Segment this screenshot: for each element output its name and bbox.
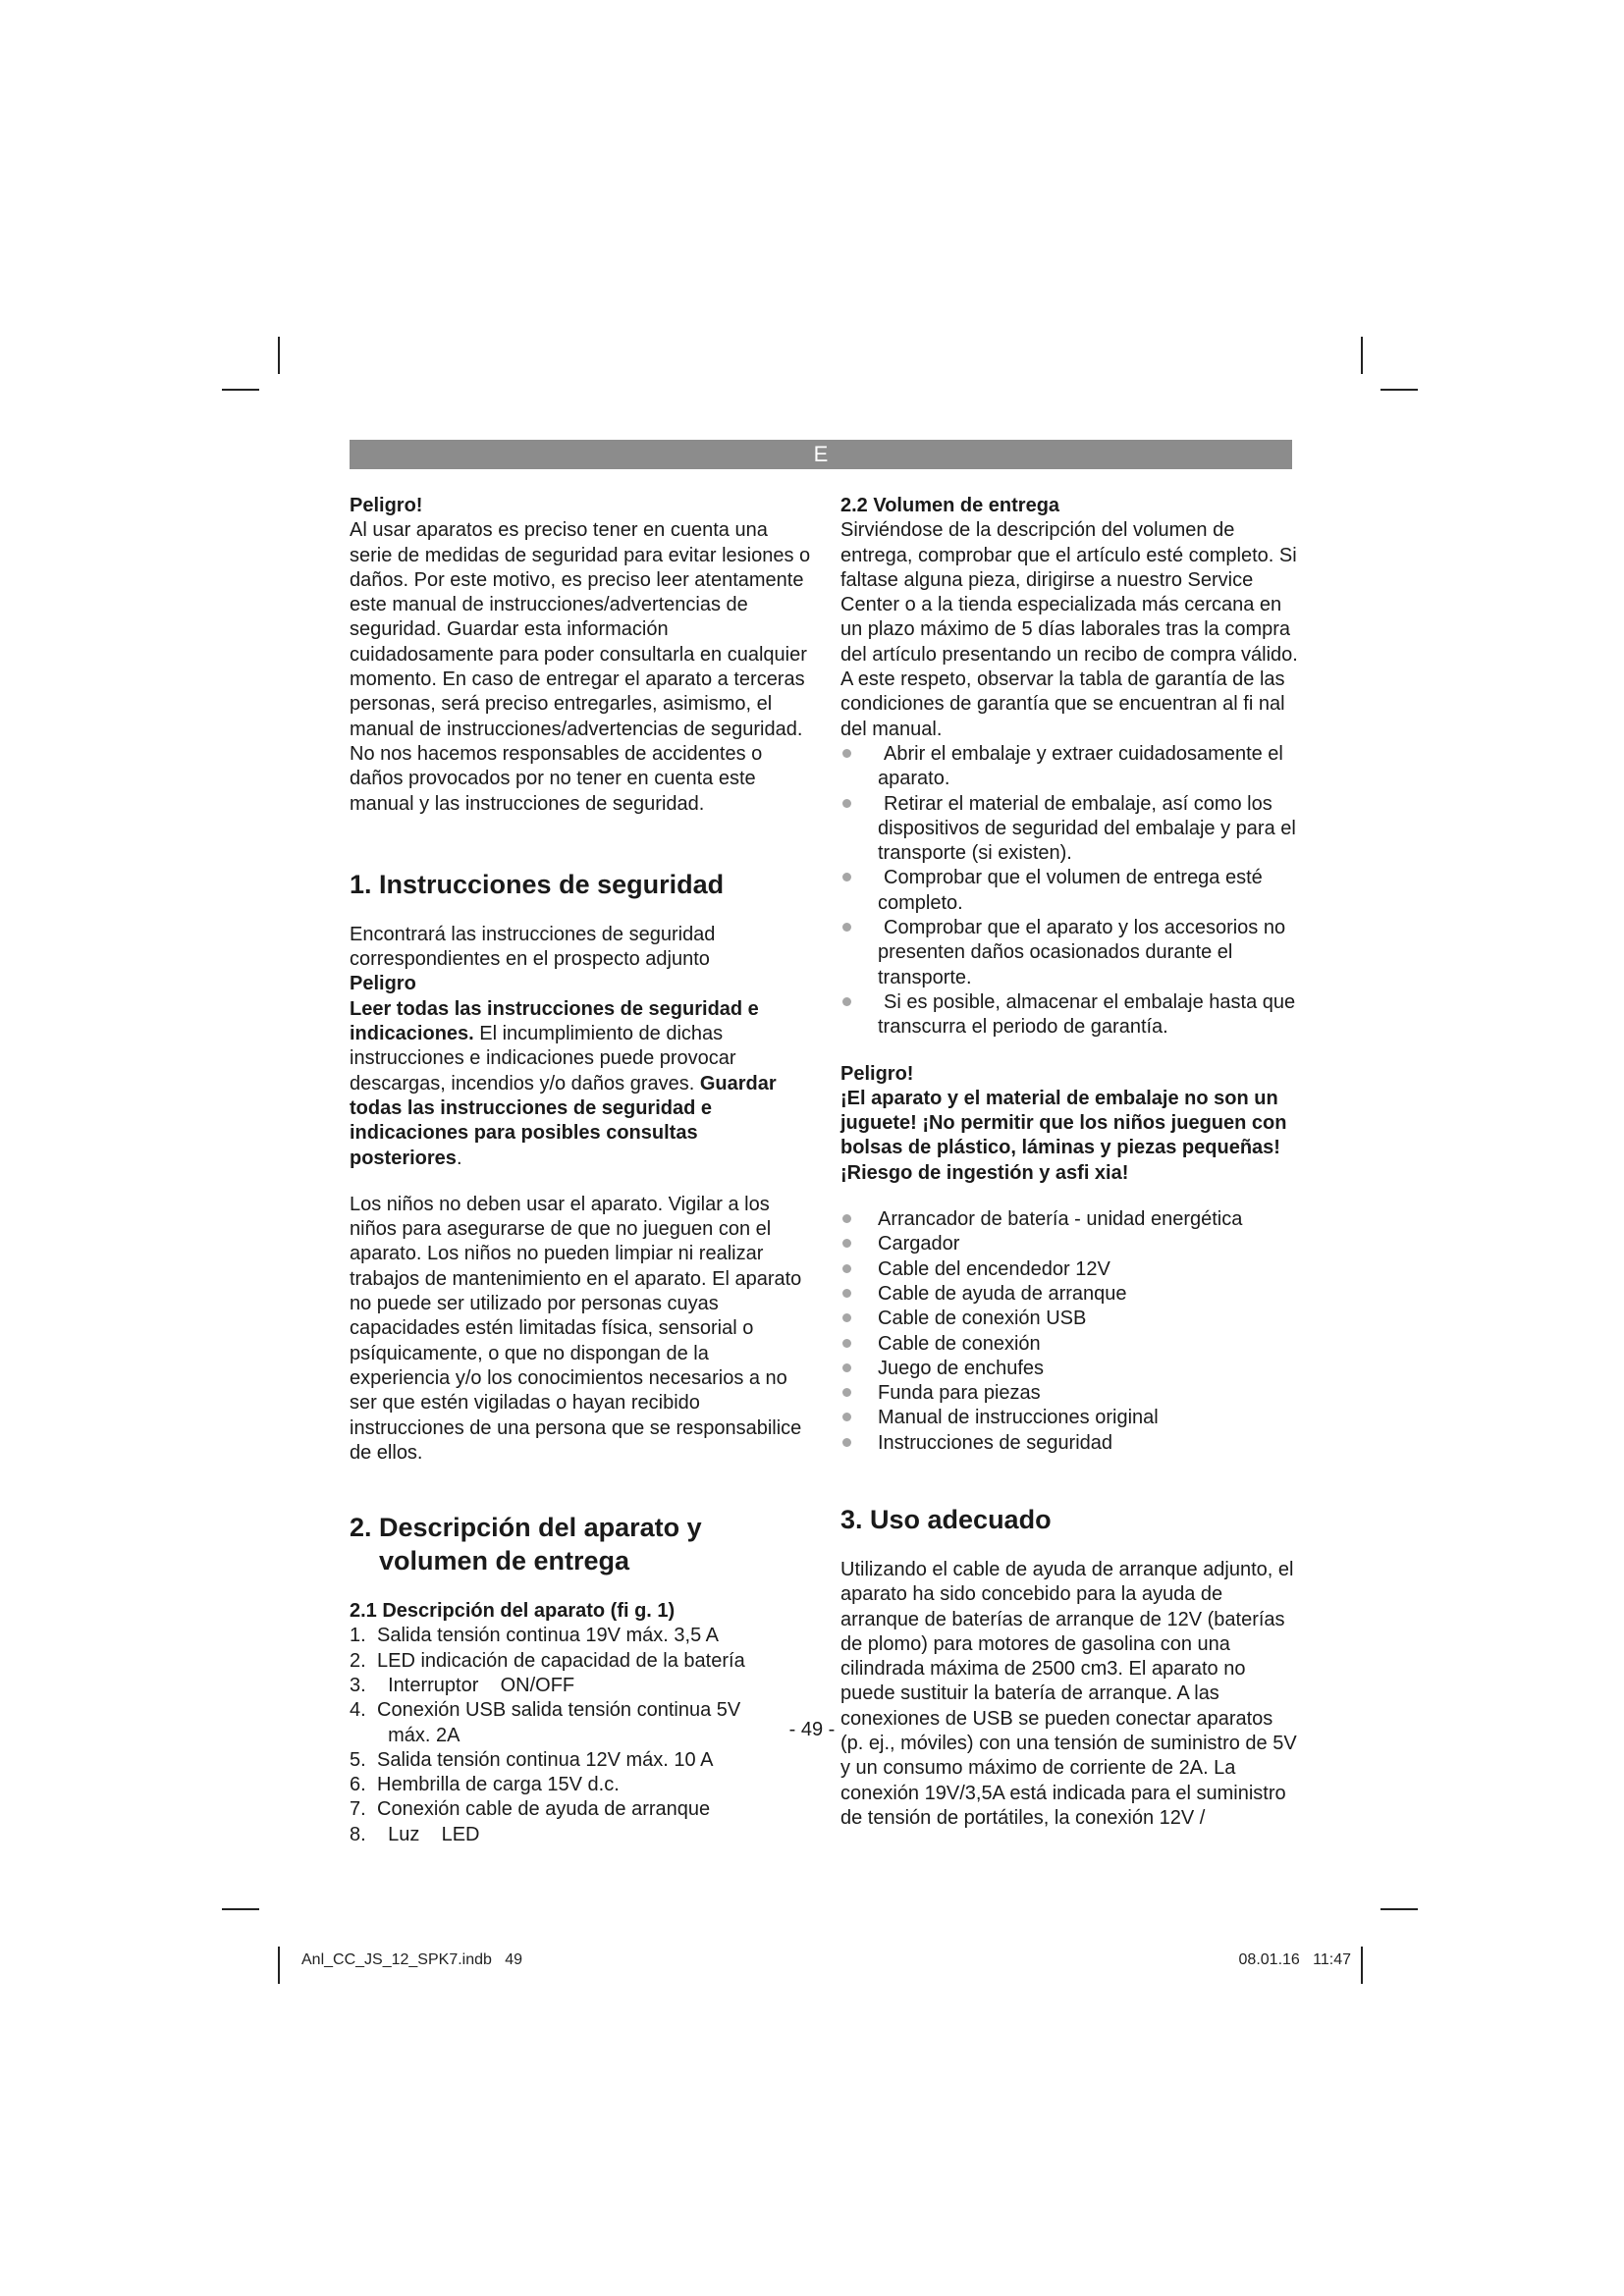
section-2-title-line1: 2. Descripción del aparato y — [350, 1513, 702, 1543]
list-item: 3. Interruptor ON/OFF — [350, 1674, 575, 1696]
list-item: 4. Conexión USB salida tensión continua 5V — [350, 1699, 741, 1722]
list-item: Comprobar que el aparato y los accesorios no presenten daños ocasionados durante el transporte. — [840, 916, 1298, 990]
bullet-icon — [842, 1339, 851, 1348]
section-1-title: 1. Instrucciones de seguridad — [350, 869, 725, 899]
list-item: Funda para piezas — [840, 1381, 1298, 1406]
list-item: Juego de enchufes — [840, 1357, 1298, 1381]
delivery-scope-text: Sirviéndose de la descripción del volumen de entrega, comprobar que el artículo esté completo. Si faltase alguna pieza, dirigirse a nuestro Service Center o a la tienda especializada más cercana en un plazo máximo de 5 días laborales tras la compra del artículo presentando un recibo de compra válido. A este respeto, observar la tabla de garantía de las condiciones de garantía que se encuentran al fi nal del manual. — [840, 519, 1298, 740]
list-item: Abrir el embalaje y extraer cuidadosamente el aparato. — [840, 742, 1298, 792]
section-3-title: 3. Uso adecuado — [840, 1504, 1052, 1534]
list-item: 8. Luz LED — [350, 1823, 480, 1845]
list-item: Cable de conexión — [840, 1332, 1298, 1357]
list-item: Comprobar que el volumen de entrega esté completo. — [840, 866, 1298, 916]
list-item: Cargador — [840, 1232, 1298, 1256]
bullet-icon — [842, 1264, 851, 1273]
crop-mark — [1380, 1908, 1418, 1910]
danger-title: Peligro! — [350, 495, 423, 516]
crop-mark — [1361, 1947, 1363, 1984]
list-item: Si es posible, almacenar el embalaje hasta que transcurra el periodo de garantía. — [840, 990, 1298, 1041]
bullet-icon — [842, 997, 851, 1006]
crop-mark — [278, 337, 280, 374]
section-1-intro: Encontrará las instrucciones de seguridad correspondientes en el prospecto adjunto — [350, 923, 716, 971]
subsection-2-1-title: 2.1 Descripción del aparato (fi g. 1) — [350, 1600, 676, 1623]
bullet-icon — [842, 749, 851, 758]
children-warning: Los niños no deben usar el aparato. Vigilar a los niños para asegurarse de que no jueguen con el aparato. Los niños no pueden limpiar ni realizar trabajos de mantenimiento en el aparato. El aparato no puede ser utilizado por personas cuyas capacidades estén limitadas física, sensorial o psíquicamente, o que no dispongan de la experiencia y/o los conocimientos necesarios a no ser que estén vigiladas o hayan recibido instrucciones de una persona que se responsabilice de ellos. — [350, 1193, 802, 1464]
warning-dot: . — [456, 1147, 462, 1169]
footer-date-info: 08.01.16 11:47 — [1238, 1951, 1351, 1968]
list-item: 1. Salida tensión continua 19V máx. 3,5 A — [350, 1625, 720, 1647]
list-item: Retirar el material de embalaje, así como los dispositivos de seguridad del embalaje y para el transporte (si existen). — [840, 792, 1298, 867]
danger-text-2: ¡El aparato y el material de embalaje no son un juguete! ¡No permitir que los niños jueguen con bolsas de plástico, láminas y piezas pequeñas! ¡Riesgo de ingestión y asfi xia! — [840, 1087, 1287, 1184]
bullet-icon — [842, 1388, 851, 1397]
list-item: 7. Conexión cable de ayuda de arranque — [350, 1798, 711, 1821]
bullet-icon — [842, 799, 851, 808]
crop-mark — [278, 1947, 280, 1984]
list-item: Cable de conexión USB — [840, 1307, 1298, 1331]
crop-mark — [1361, 337, 1363, 374]
list-item: Manual de instrucciones original — [840, 1406, 1298, 1430]
section-3-text: Utilizando el cable de ayuda de arranque adjunto, el aparato ha sido concebido para la ayuda de arranque de baterías de arranque de 12V (baterías de plomo) para motores de gasolina con una cilindrada máxima de 2500 cm3. El aparato no puede sustituir la batería de arranque. A las conexiones de USB se pueden conectar aparatos (p. ej., móviles) con una tensión de suministro de 5V y un consumo máximo de corriente de 2A. La conexión 19V/3,5A está indicada para el suministro de tensión de portátiles, la conexión 12V / — [840, 1558, 1297, 1829]
section-1-warning — [350, 997, 811, 1171]
crop-mark — [222, 389, 259, 391]
list-item: 5. Salida tensión continua 12V máx. 10 A — [350, 1748, 714, 1771]
bullet-icon — [842, 1313, 851, 1322]
warning-text: El incumplimiento de dichas instrucciones e indicaciones puede provocar descargas, incendios y/o daños graves. — [350, 1023, 736, 1095]
list-item: máx. 2A — [377, 1724, 460, 1746]
list-item: Cable del encendedor 12V — [840, 1257, 1298, 1282]
bullet-icon — [842, 1363, 851, 1372]
section-2-title — [350, 1511, 811, 1577]
list-item: 2. LED indicación de capacidad de la batería — [350, 1649, 745, 1672]
right-column — [840, 494, 1298, 1831]
crop-mark — [1380, 389, 1418, 391]
bullet-icon — [842, 873, 851, 881]
left-column — [350, 494, 811, 1847]
bullet-icon — [842, 1289, 851, 1298]
section-1-danger-label: Peligro — [350, 973, 416, 995]
warning-bold-keep: Guardar todas las instrucciones de seguridad e indicaciones para posibles consultas posteriores — [350, 1072, 777, 1169]
danger-text: Al usar aparatos es preciso tener en cuenta una serie de medidas de seguridad para evitar lesiones o daños. Por este motivo, es preciso leer atentamente este manual de instrucciones/advertencias de seguridad. Guardar esta información cuidadosamente para poder consultarla en cualquier momento. En caso de entregar el aparato a terceras personas, será preciso entregarles, asimismo, el manual de instrucciones/advertencias de seguridad. No nos hacemos responsables de accidentes o daños provocados por no tener en cuenta este manual y las instrucciones de seguridad. — [350, 519, 811, 815]
delivery-items-list — [840, 1207, 1298, 1456]
unpack-steps-list — [840, 742, 1298, 1041]
footer-file-info: Anl_CC_JS_12_SPK7.indb 49 — [301, 1951, 523, 1968]
list-item: Arrancador de batería - unidad energética — [840, 1207, 1298, 1232]
list-item: 6. Hembrilla de carga 15V d.c. — [350, 1774, 620, 1796]
subsection-2-2-title: 2.2 Volumen de entrega — [840, 495, 1060, 516]
list-item: Instrucciones de seguridad — [840, 1431, 1298, 1456]
crop-mark — [222, 1908, 259, 1910]
bullet-icon — [842, 923, 851, 932]
section-2-title-line2: volumen de entrega — [379, 1546, 630, 1576]
bullet-icon — [842, 1239, 851, 1248]
bullet-icon — [842, 1214, 851, 1223]
warning-bold-read: Leer todas las instrucciones de seguridad e indicaciones. — [350, 997, 759, 1045]
bullet-icon — [842, 1413, 851, 1421]
page-number: - 49 - — [788, 1719, 836, 1740]
language-header-bar: E — [350, 440, 1292, 469]
bullet-icon — [842, 1438, 851, 1447]
danger-title-2: Peligro! — [840, 1062, 914, 1085]
list-item: Cable de ayuda de arranque — [840, 1282, 1298, 1307]
